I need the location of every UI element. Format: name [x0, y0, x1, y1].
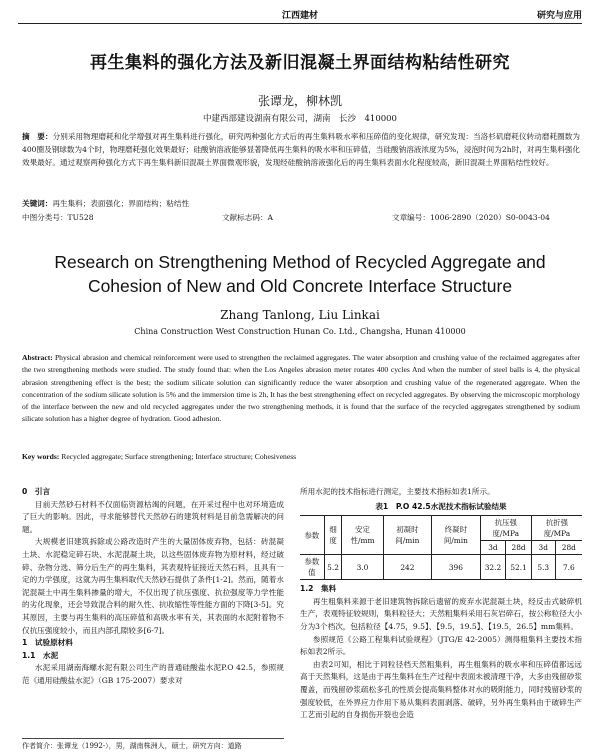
table-cell: 52.1 [506, 555, 532, 580]
keywords-cn [22, 198, 580, 209]
keywords-cn-text: 再生集料；表面强化；界面结构；粘结性 [52, 199, 190, 208]
abstract-cn [22, 130, 580, 169]
running-header [18, 6, 582, 24]
abstract-en [22, 352, 580, 426]
subsection-heading-cement: 1.1 水泥 [22, 650, 59, 660]
table-cell: 参数值 [300, 555, 324, 580]
table-header-cell: 3d [480, 541, 506, 555]
table-cell: 5.2 [324, 555, 342, 580]
journal-name: 江西建材 [281, 11, 319, 21]
body-paragraph: 再生粗集料来源于老旧建筑物拆除后遗留的废弃水泥混凝土块，经反击式破碎机生产，表观特征较规则，集料粒径大；天然粗集料采用石灰岩碎石，按公称粒径大小分为3个档次，包括粒径【4.75，9.5】、【9.5，19.5】、【19.5，26.5】mm集料。 [300, 596, 582, 631]
keywords-en-label: Key words: [22, 452, 60, 461]
affiliation-en: China Construction West Construction Hunan Co. Ltd., Changsha, Hunan 410000 [134, 327, 466, 336]
table-header-row [300, 516, 582, 541]
authors-cn: 张谭龙，柳林凯 [257, 94, 342, 108]
body-right-column [300, 486, 582, 722]
clc-number: 中图分类号：TU528 [22, 213, 94, 222]
table-header-cell: 细度 [324, 516, 342, 555]
body-paragraph: 所用水泥的技术指标进行测定，主要技术指标如表1所示。 [300, 487, 495, 496]
table-cell: 32.2 [480, 555, 506, 580]
table-cell: 7.6 [555, 555, 582, 580]
keywords-en [22, 452, 580, 461]
author-footnote: 作者简介：张谭龙（1992-），男，湖南株洲人，硕士，研究方向：道路 [22, 738, 284, 751]
classification-row [22, 212, 580, 224]
body-paragraph: 参照规范《公路工程集料试验规程》（JTG/E 42-2005）测得粗集料主要技术指标如表2所示。 [300, 634, 582, 657]
keywords-cn-label: 关键词： [22, 199, 53, 208]
article-number: 文章编号：1006-2890（2020）S0-0043-04 [392, 213, 550, 222]
section-heading-intro: 0 引言 [22, 487, 51, 496]
section-heading-materials: 1 试验原材料 [22, 638, 73, 648]
authors-en: Zhang Tanlong, Liu Linkai [220, 308, 380, 322]
table-cell: 5.3 [531, 555, 555, 580]
cement-property-table [300, 515, 582, 580]
body-paragraph: 目前天然砂石材料不仅面临资源枯竭的问题，在开采过程中也对环境造成了巨大的影响。因此，寻求能够替代天然砂石的建筑材料是目前急需解决的问题。 [22, 499, 284, 534]
table-header-cell: 3d [531, 541, 555, 555]
table-header-cell: 终凝时间/min [432, 516, 481, 555]
body-paragraph: 水泥采用湖南海螺水泥有限公司生产的普通硅酸盐水泥P.O 42.5，参照规范《通用硅酸盐水泥》（GB 175-2007）要求对 [22, 663, 284, 685]
doc-code: 文献标志码：A [222, 213, 274, 222]
page-title-cn: 再生集料的强化方法及新旧混凝土界面结构粘结性研究 [90, 53, 510, 73]
abstract-cn-text: 分别采用物理磨耗和化学增强对再生集料进行强化，研究两种强化方式后的再生集料吸水率和压碎值的变化规律，研究发现：当洛杉矶磨耗仪转动磨耗圈数为400圈及钢球数为4个时，物理磨耗强化效果最好；硅酸钠溶液能够显著降低再生集料的吸水率和压碎值，当硅酸钠溶液浓度为5%，浸泡时间为2h时，对再生集料强化效果最好。通过观察两种强化方式下再生集料新旧混凝土界面微观形貌，发现经硅酸钠溶液强化后的再生集料表面水化程度较高，新旧混凝土界面粘结性较好。 [22, 132, 580, 167]
table-header-cell: 28d [555, 541, 582, 555]
column-name: 研究与应用 [536, 11, 582, 21]
subsection-heading-aggregate: 1.2 集料 [300, 584, 337, 594]
table-header-cell: 28d [506, 541, 532, 555]
page-title-en: Research on Strengthening Method of Recycled Aggregate and Cohesion of New and Old Concrete Interface Structure [54, 252, 546, 296]
abstract-en-label: Abstract: [22, 353, 53, 362]
table-caption: 表1 P.O 42.5水泥技术指标试验结果 [375, 501, 507, 511]
table-cell: 396 [432, 555, 481, 580]
table-row [300, 555, 582, 580]
affiliation-cn: 中建西部建设湖南有限公司，湖南 长沙 410000 [203, 114, 397, 124]
table-header-cell: 抗压强度/MPa [480, 516, 531, 541]
keywords-en-text: Recycled aggregate; Surface strengthening; Interface structure; Cohesiveness [61, 452, 297, 461]
abstract-en-text: Physical abrasion and chemical reinforcement were used to strengthen the reclaimed aggregates. The water absorption and crushing value of the reclaimed aggregates after the two strengthening methods were studied. The study found that: when the Los Angeles abrasion meter rotates 400 cycles And when the number of steel balls is 4, the physical abrasion strengthening effect is the best; the sodium silicate solution can significantly reduce the water absorption and crushing value of the regenerated aggregate. When the concentration of the sodium silicate solution is 5% and the immersion time is 2h, It has the best strengthening effect on recycled aggregates. By observing the microscopic morphology of the interface between the new and old recycled aggregates under the two strengthening methods, it is found that the surface of the recycled aggregates strengthened by sodium silicate solution has a higher degree of hydration. Good adhesion. [22, 353, 581, 424]
table-cell: 3.0 [342, 555, 383, 580]
abstract-cn-label: 摘 要： [22, 132, 53, 141]
body-paragraph: 大规模老旧建筑拆除或公路改造时产生的大量固体废弃物，包括：砖混凝土块、水泥稳定碎石块、水泥混凝土块，以这些固体废弃物为原材料，经过破碎、杂物分选、筛分后生产的再生集料，其表观特征接近天然石料，且具有一定的力学强度，这就为再生集料取代天然砂石提供了条件[1-2]。然而，随着水泥混凝土中再生集料掺量的增大，不仅出现了抗压强度、抗拉强度等力学性能的劣化现象，还会导致混合料的耐久性、抗收缩性等性能方面的下降[3-5]。究其原因，主要与再生集料的高压碎值和高吸水率有关，其表面的水泥附着物不仅抗压强度较小，而且内部孔隙较多[6-7]。 [22, 537, 284, 635]
body-left-column [22, 486, 284, 688]
table-header-cell: 安定性/mm [342, 516, 383, 555]
table-cell: 242 [383, 555, 432, 580]
table-header-cell: 初凝时间/min [383, 516, 432, 555]
table-header-cell: 参数 [300, 516, 324, 555]
body-paragraph: 由表2可知，相比于同粒径档天然粗集料，再生粗集料的吸水率和压碎值都远远高于天然集料，这是由于再生集料在生产过程中表面未被清理干净，大多由残留砂浆覆盖，而残留砂浆疏松多孔的性质会提高集料整体对水的吸附能力，同时残留砂浆的强度较低，在外界应力作用下易从集料表面剥落、破碎，另外再生集料由于破碎生产工艺而引起的自身损伤开裂也会造 [300, 659, 582, 720]
table-header-cell: 抗折强度/MPa [531, 516, 582, 541]
